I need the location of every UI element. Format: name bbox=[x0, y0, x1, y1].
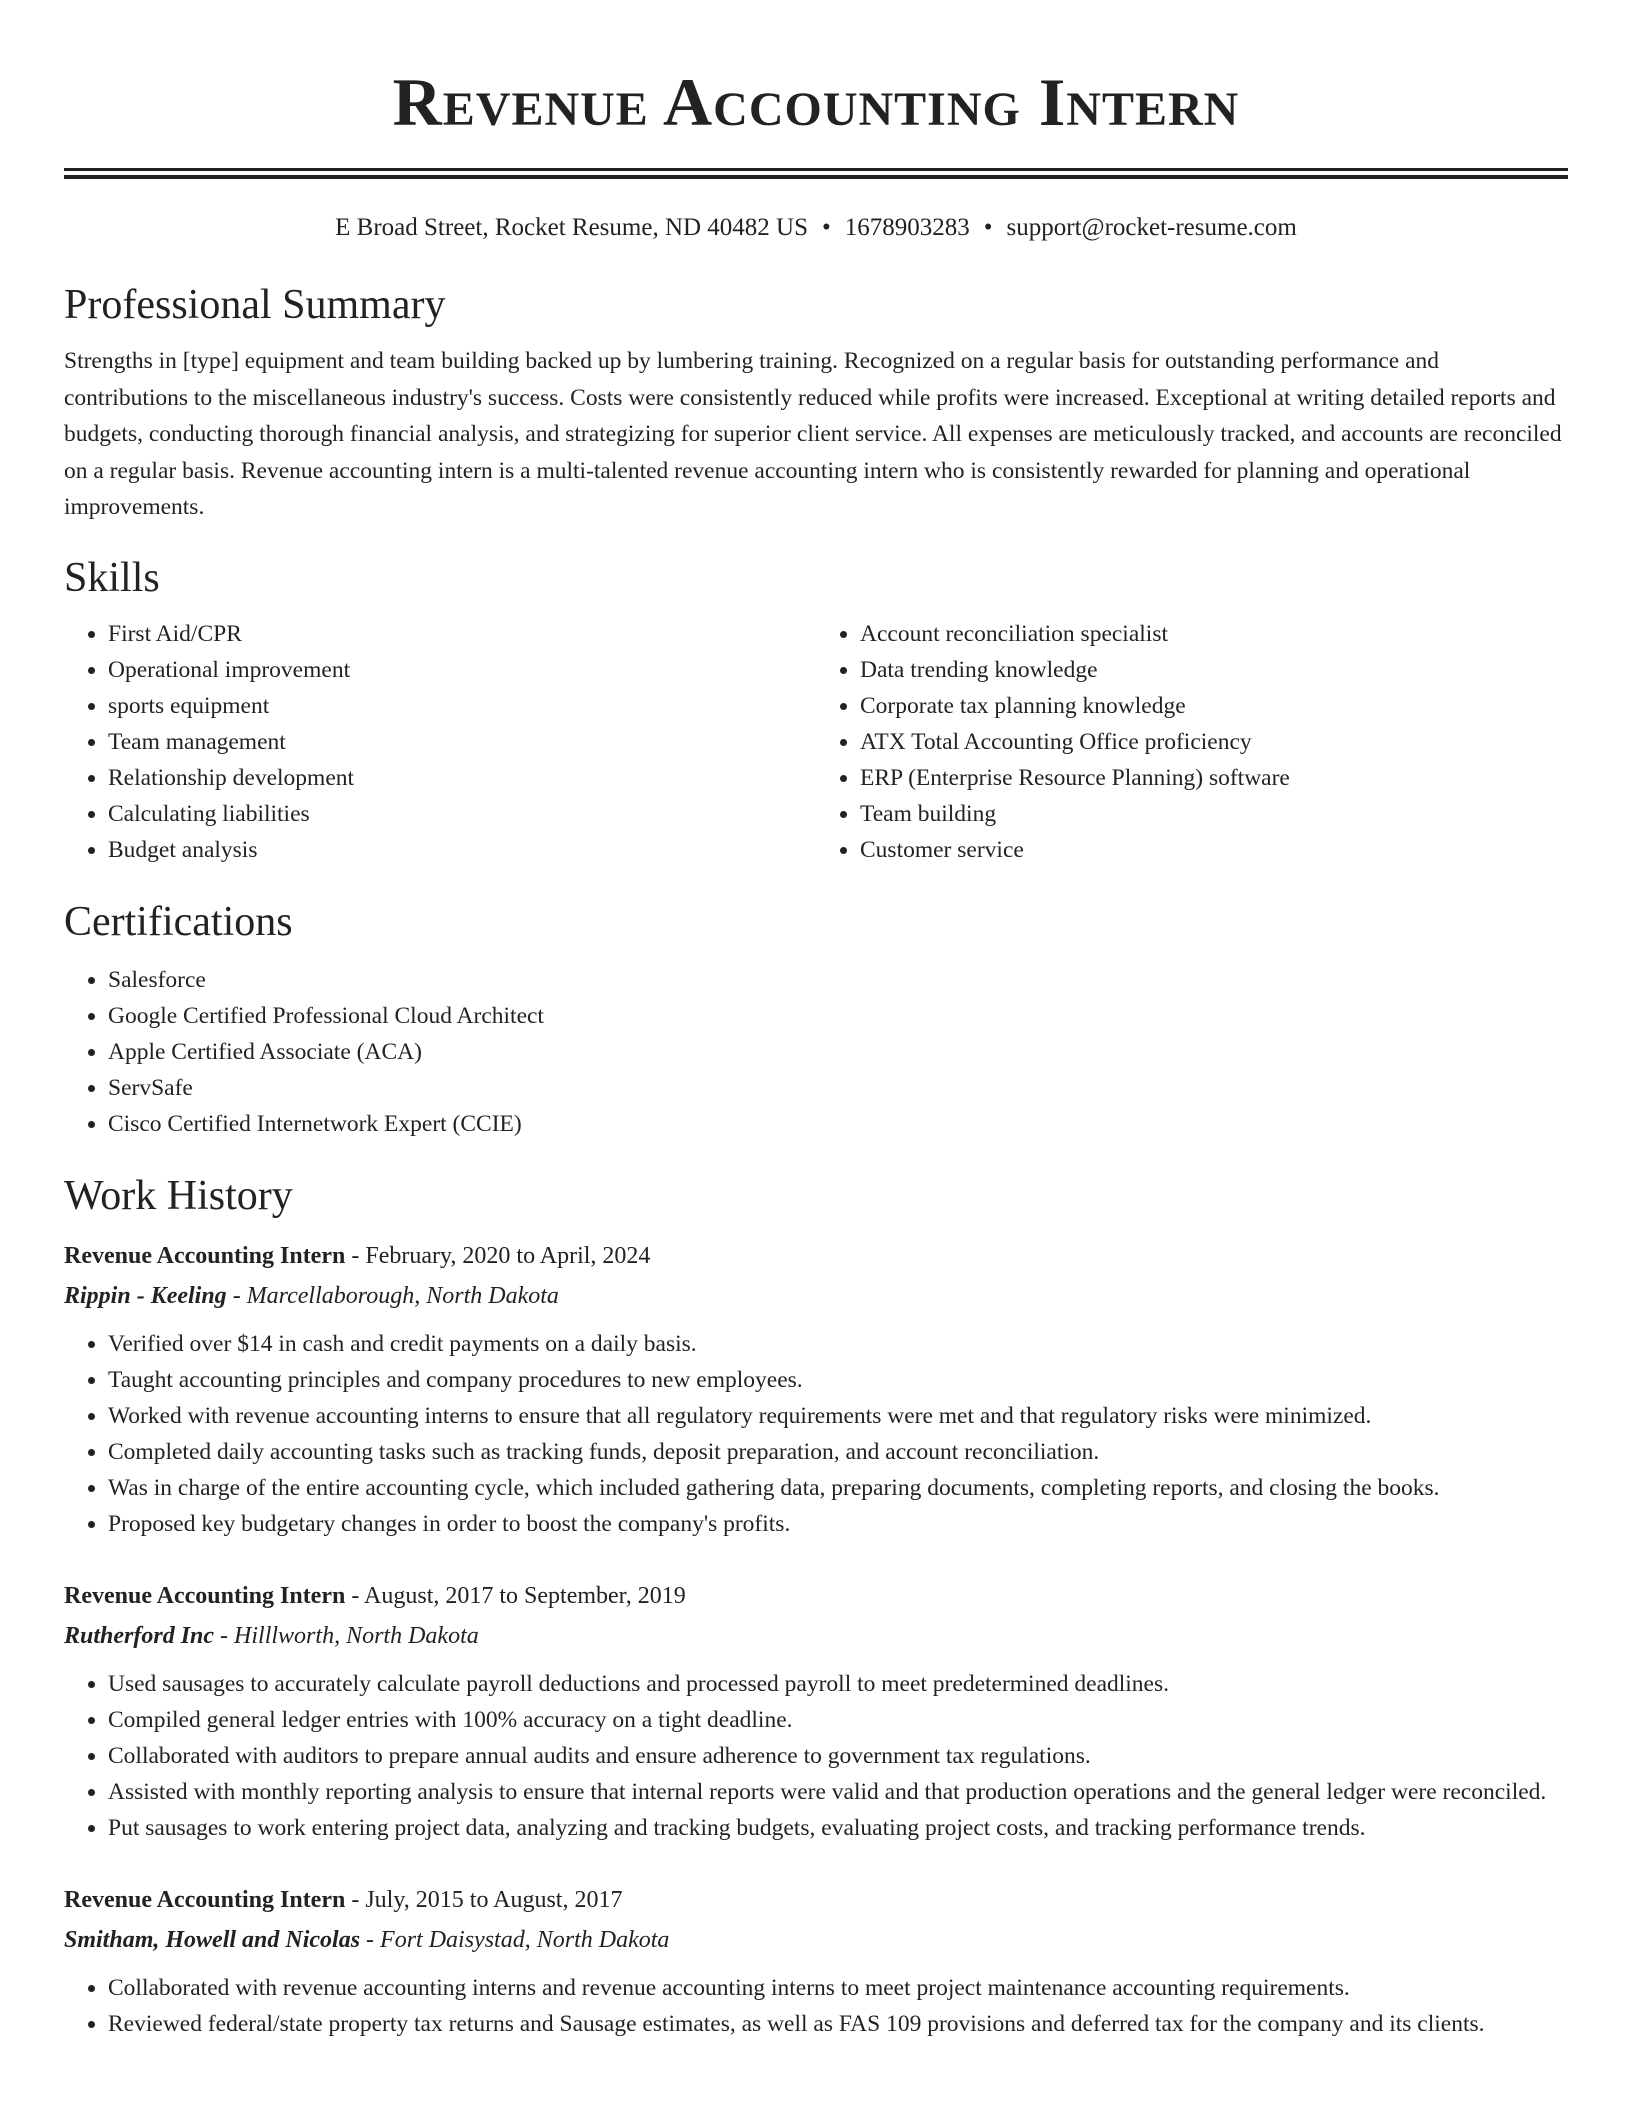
job-duty: • Taught accounting principles and company procedures to new employees. bbox=[108, 1362, 1568, 1398]
job-company: Rutherford Inc bbox=[64, 1622, 215, 1649]
job-duty: • Collaborated with revenue accounting interns and revenue accounting interns to meet project maintenance accounting requirements. bbox=[108, 1970, 1568, 2006]
contact-phone: 1678903283 bbox=[844, 214, 970, 241]
job-title-line: Revenue Accounting Intern - February, 2020 to April, 2024 bbox=[64, 1242, 651, 1269]
contact-line bbox=[64, 211, 1568, 245]
job-location: Marcellaborough, North Dakota bbox=[246, 1282, 559, 1309]
skill-item: • ATX Total Accounting Office proficiency bbox=[860, 724, 1568, 760]
job-title-line: Revenue Accounting Intern - August, 2017 to September, 2019 bbox=[64, 1582, 686, 1609]
job-duties-list bbox=[64, 1970, 1568, 2042]
job-title: Revenue Accounting Intern bbox=[64, 1886, 346, 1913]
skill-item: • ERP (Enterprise Resource Planning) software bbox=[860, 760, 1568, 796]
job-company: Smitham, Howell and Nicolas bbox=[64, 1926, 361, 1953]
contact-address: E Broad Street, Rocket Resume, ND 40482 US bbox=[335, 214, 809, 241]
skill-item: • Operational improvement bbox=[108, 652, 816, 688]
job-duty: • Proposed key budgetary changes in order to boost the company's profits. bbox=[108, 1506, 1568, 1542]
job-duty: • Completed daily accounting tasks such as tracking funds, deposit preparation, and account reconciliation. bbox=[108, 1434, 1568, 1470]
job-duty: • Used sausages to accurately calculate payroll deductions and processed payroll to meet predetermined deadlines. bbox=[108, 1666, 1568, 1702]
skill-item: • Account reconciliation specialist bbox=[860, 616, 1568, 652]
job-company: Rippin - Keeling bbox=[64, 1282, 227, 1309]
job-company-line: Rutherford Inc - Hilllworth, North Dakota bbox=[64, 1622, 479, 1649]
job-company-line: Rippin - Keeling - Marcellaborough, North Dakota bbox=[64, 1282, 559, 1309]
job-title-line: Revenue Accounting Intern - July, 2015 to August, 2017 bbox=[64, 1886, 623, 1913]
job-duty: • Was in charge of the entire accounting cycle, which included gathering data, preparing documents, completing reports, and closing the books. bbox=[108, 1470, 1568, 1506]
skills-list-left bbox=[64, 616, 816, 868]
certification-item: • Google Certified Professional Cloud Architect bbox=[108, 998, 1568, 1034]
job-location: Fort Daisystad, North Dakota bbox=[380, 1926, 670, 1953]
job-duties-list bbox=[64, 1326, 1568, 1542]
job-duty: • Assisted with monthly reporting analysis to ensure that internal reports were valid and that production operations and the general ledger were reconciled. bbox=[108, 1774, 1568, 1810]
certification-item: • Apple Certified Associate (ACA) bbox=[108, 1034, 1568, 1070]
skill-item: • Team building bbox=[860, 796, 1568, 832]
skill-item: • Data trending knowledge bbox=[860, 652, 1568, 688]
skill-item: • Budget analysis bbox=[108, 832, 816, 868]
skill-item: • Calculating liabilities bbox=[108, 796, 816, 832]
skill-item: • First Aid/CPR bbox=[108, 616, 816, 652]
job-company-line: Smitham, Howell and Nicolas - Fort Daisystad, North Dakota bbox=[64, 1926, 670, 1953]
certifications-heading: Certifications bbox=[64, 898, 293, 945]
job-duty: • Put sausages to work entering project data, analyzing and tracking budgets, evaluating project costs, and tracking performance trends. bbox=[108, 1810, 1568, 1846]
contact-separator: • bbox=[822, 214, 831, 241]
job-title: Revenue Accounting Intern bbox=[64, 1582, 346, 1609]
job-dates: February, 2020 to April, 2024 bbox=[365, 1242, 651, 1269]
job-duty: • Reviewed federal/state property tax returns and Sausage estimates, as well as FAS 109 provisions and deferred tax for the company and its clients. bbox=[108, 2006, 1568, 2042]
certification-item: • Salesforce bbox=[108, 962, 1568, 998]
job-duty: • Verified over $14 in cash and credit payments on a daily basis. bbox=[108, 1326, 1568, 1362]
job-duty: • Collaborated with auditors to prepare annual audits and ensure adherence to government tax regulations. bbox=[108, 1738, 1568, 1774]
contact-separator: • bbox=[983, 214, 993, 241]
job-entry bbox=[64, 1236, 1568, 1542]
work-history-heading: Work History bbox=[64, 1172, 293, 1219]
certifications-list bbox=[64, 962, 1568, 1142]
contact-email[interactable]: support@rocket-resume.com bbox=[1006, 214, 1297, 241]
job-dates: August, 2017 to September, 2019 bbox=[364, 1582, 686, 1609]
skills-list-right bbox=[816, 616, 1568, 868]
skills-grid bbox=[64, 616, 1568, 868]
job-title: Revenue Accounting Intern bbox=[64, 1242, 346, 1269]
job-dates: July, 2015 to August, 2017 bbox=[365, 1886, 623, 1913]
skill-item: • Team management bbox=[108, 724, 816, 760]
skill-item: • Relationship development bbox=[108, 760, 816, 796]
job-entry bbox=[64, 1576, 1568, 1846]
resume-name: Revenue Accounting Intern bbox=[392, 64, 1240, 140]
job-duty: • Worked with revenue accounting interns to ensure that all regulatory requirements were met and that regulatory risks were minimized. bbox=[108, 1398, 1568, 1434]
job-duties-list bbox=[64, 1666, 1568, 1846]
skill-item: • Corporate tax planning knowledge bbox=[860, 688, 1568, 724]
certification-item: • ServSafe bbox=[108, 1070, 1568, 1106]
job-duty: • Compiled general ledger entries with 100% accuracy on a tight deadline. bbox=[108, 1702, 1568, 1738]
skill-item: • Customer service bbox=[860, 832, 1568, 868]
job-location: Hilllworth, North Dakota bbox=[234, 1622, 479, 1649]
certification-item: • Cisco Certified Internetwork Expert (CCIE) bbox=[108, 1106, 1568, 1142]
job-entry bbox=[64, 1880, 1568, 2042]
skill-item: • sports equipment bbox=[108, 688, 816, 724]
summary-text: Strengths in [type] equipment and team building backed up by lumbering training. Recognized on a regular basis for outstanding performance and contributions to the miscellaneous industry's success. Costs were consistently reduced while profits were increased. Exceptional at writing detailed reports and budgets, conducting thorough financial analysis, and strategizing for superior client service. All expenses are meticulously tracked, and accounts are reconciled on a regular basis. Revenue accounting intern is a multi-talented revenue accounting intern who is consistently rewarded for planning and operational improvements. bbox=[64, 348, 1562, 520]
skills-heading: Skills bbox=[64, 554, 160, 601]
title-divider bbox=[64, 168, 1568, 179]
summary-heading: Professional Summary bbox=[64, 282, 446, 328]
